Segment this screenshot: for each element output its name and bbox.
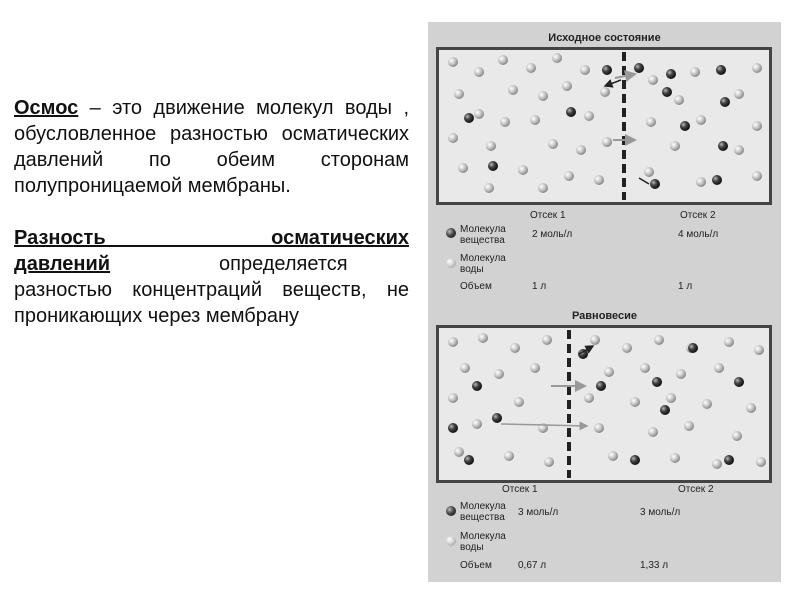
water-flow-arrow-icon <box>501 424 587 426</box>
solute-arrow-icon <box>605 80 621 86</box>
pressure-difference-term-line1: Разность осматических <box>14 227 409 249</box>
equilibrium-box <box>436 325 772 483</box>
equilibrium-compartment-2: Отсек 2 <box>678 484 714 495</box>
equilibrium-vol-1: 0,67 л <box>518 560 547 571</box>
initial-vol-2: 1 л <box>678 281 693 292</box>
equilibrium-vol-2: 1,33 л <box>640 560 669 571</box>
pressure-difference-text-line2: определяется <box>219 253 348 275</box>
equilibrium-title: Равновесие <box>571 310 638 322</box>
water-molecule-icon <box>446 258 456 268</box>
osmosis-figure <box>428 22 781 582</box>
initial-volume-label: Объем <box>460 281 492 292</box>
osmos-definition <box>14 95 409 199</box>
osmos-term: Осмос <box>14 97 79 119</box>
initial-state-box <box>436 47 772 205</box>
initial-state-title: Исходное состояние <box>548 32 661 44</box>
solute-molecule-icon <box>446 506 456 516</box>
initial-vol-1: 1 л <box>532 281 547 292</box>
solute-arrow-icon <box>639 178 649 184</box>
pressure-difference-text-rest: разностью концентраций веществ, не проникающих через мембрану <box>14 279 409 327</box>
solute-molecules <box>448 343 744 465</box>
equilibrium-compartment-1: Отсек 1 <box>502 484 538 495</box>
definition-text <box>14 95 409 329</box>
initial-conc-2: 4 моль/л <box>678 229 719 240</box>
initial-compartment-2: Отсек 2 <box>680 210 716 221</box>
equilibrium-diagram <box>439 328 769 480</box>
equilibrium-conc-2: 3 моль/л <box>640 507 681 518</box>
osmos-text: – это движение молекул воды , обусловленное разностью осматических давлений по обеим сторонам полупроницаемой мембраны. <box>14 97 409 197</box>
initial-conc-1: 2 моль/л <box>532 229 573 240</box>
equilibrium-solute-label: Молекула вещества <box>460 501 506 523</box>
water-molecule-icon <box>446 536 456 546</box>
water-molecules <box>448 333 766 469</box>
equilibrium-conc-1: 3 моль/л <box>518 507 559 518</box>
pressure-difference-definition <box>14 225 409 329</box>
initial-compartment-1: Отсек 1 <box>530 210 566 221</box>
solute-molecule-icon <box>446 228 456 238</box>
initial-water-label: Молекула воды <box>460 253 506 275</box>
pressure-difference-term-line2: давлений <box>14 253 111 275</box>
initial-state-diagram <box>439 50 769 202</box>
equilibrium-water-label: Молекула воды <box>460 531 506 553</box>
equilibrium-volume-label: Объем <box>460 560 492 571</box>
initial-solute-label: Молекула вещества <box>460 224 506 246</box>
